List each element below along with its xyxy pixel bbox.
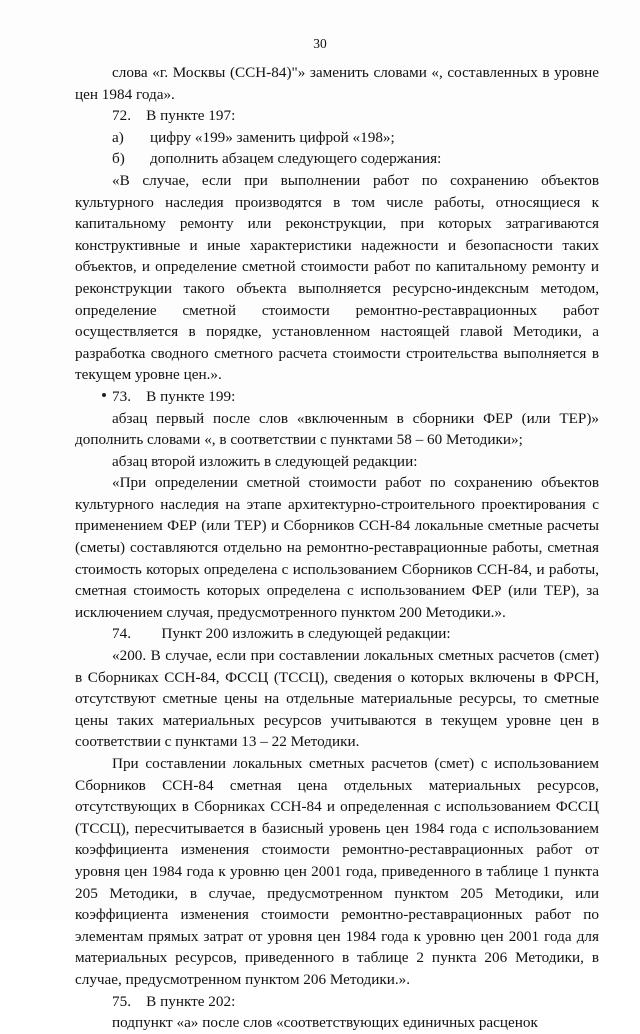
document-body [75,62,599,1034]
item-label: б) [112,150,125,168]
item-heading: 75. В пункте 202: [112,992,236,1010]
paragraph: подпункт «а» после слов «соответствующих единичных расценок [112,1014,538,1032]
item-label: а) [112,128,124,146]
paragraph: «В случае, если при выполнении работ по сохранению объектов культурного наследия производятся в том числе работы, относящиеся к капитальному ремонту или реконструкции, при которых затрагиваются конструктивные и иные характеристики надежности и безопасности таких объектов, и определение сметной стоимости работ по капитальному ремонту и реконструкции такого объекта выполняется ресурсно-индексным методом, определение сметной стоимости ремонтно-реставрационных работ осуществляется в порядке, установленном настоящей главой Методики, а разработка сводного сметного расчета стоимости строительства выполняется в текущем уровне цен.». [75,171,599,384]
item-text: цифру «199» заменить цифрой «198»; [150,128,395,146]
list-item [75,127,599,149]
paragraph: абзац первый после слов «включенным в сборники ФЕР (или ТЕР)» дополнить словами «, в соответствии с пунктами 58 – 60 Методики»; [75,409,599,449]
item-text: дополнить абзацем следующего содержания: [150,150,442,168]
item-heading: 72. В пункте 197: [112,107,236,125]
list-item [75,148,599,170]
paragraph: «200. В случае, если при составлении локальных сметных расчетов (смет) в Сборниках ССН-84, ФССЦ (ТССЦ), сведения о которых включены в ФРСН, отсутствуют сметные цены на отдельные материальные ресурсы, то сметные цены таких материальных ресурсов учитываются в текущем уровне цен в соответствии с пунктами 13 – 22 Методики. [75,647,599,751]
item-heading: 73. В пункте 199: [112,387,236,405]
scan-speck [102,393,106,397]
page-number: 30 [313,36,327,51]
paragraph: «При определении сметной стоимости работ по сохранению объектов культурного наследия на этапе архитектурно-строительного проектирования с применением ФЕР (или ТЕР) и Сборников ССН-84 локальные сметные расчеты (сметы) составляются отдельно на ремонтно-реставрационные работы, сметная стоимость которых определена с использованием Сборников ССН-84, и работы, сметная стоимость которых определена с использованием ФЕР (или ТЕР), за исключением случая, предусмотренного пунктом 200 Методики.». [75,474,599,621]
paragraph: абзац второй изложить в следующей редакции: [112,452,418,470]
paragraph: При составлении локальных сметных расчетов (смет) с использованием Сборников ССН-84 сметная цена отдельных материальных ресурсов, отсутствующих в Сборниках ССН-84 и определенная с использованием ФССЦ (ТССЦ), пересчитывается в базисный уровень цен 1984 года с использованием коэффициента изменения стоимости ремонтно-реставрационных работ от уровня цен 1984 года к уровню цен 2001 года, приведенного в таблице 1 пункта 205 Методики, в случае, предусмотренном пунктом 205 Методики, или коэффициента изменения стоимости ремонтно-реставрационных работ по элементам прямых затрат от уровня цен 1984 года к уровню цен 2001 года для материальных ресурсов, приведенного в таблице 2 пункта 206 Методики, в случае, предусмотренном пунктом 206 Методики.». [75,755,599,988]
item-heading: 74. Пункт 200 изложить в следующей редакции: [112,625,451,643]
paragraph: слова «г. Москвы (ССН-84)"» заменить словами «, составленных в уровне цен 1984 года». [75,64,599,103]
